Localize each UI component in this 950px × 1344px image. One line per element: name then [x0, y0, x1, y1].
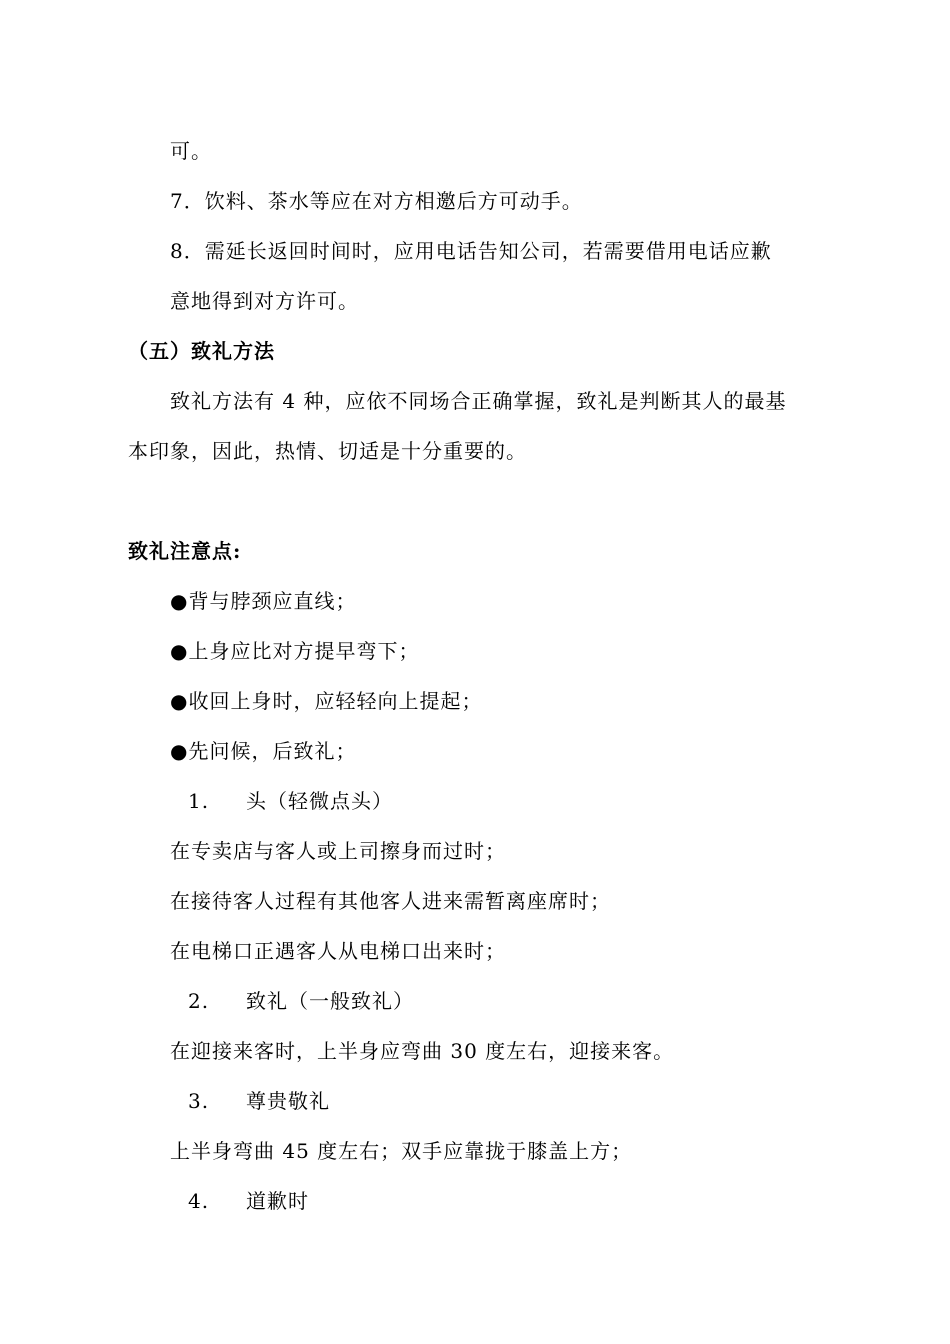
method-1-heading [188, 789, 393, 813]
method-2-heading [188, 989, 414, 1013]
method-1-number: 1. [188, 789, 210, 813]
method-4-number: 4. [188, 1189, 210, 1213]
method-4-heading [188, 1189, 309, 1213]
bullet-item: ●收回上身时，应轻轻向上提起； [170, 689, 483, 713]
intro-paragraph-line-1: 致礼方法有 4 种，应依不同场合正确掌握，致礼是判断其人的最基 [170, 389, 787, 413]
notes-heading: 致礼注意点: [128, 539, 242, 563]
method-1-line: 在电梯口正遇客人从电梯口出来时； [170, 939, 506, 963]
list-item-8-line-1: 8．需延长返回时间时，应用电话告知公司，若需要借用电话应歉 [170, 239, 772, 263]
method-2-number: 2. [188, 989, 210, 1013]
method-1-title: 头（轻微点头） [246, 789, 393, 813]
method-4-title: 道歉时 [246, 1189, 309, 1213]
method-1-line: 在接待客人过程有其他客人进来需暂离座席时； [170, 889, 611, 913]
method-3-number: 3. [188, 1089, 210, 1113]
intro-paragraph-line-2: 本印象，因此，热情、切适是十分重要的。 [128, 439, 527, 463]
method-3-heading [188, 1089, 330, 1113]
bullet-item: ●背与脖颈应直线； [170, 589, 357, 613]
method-3-title: 尊贵敬礼 [246, 1089, 330, 1113]
list-item-8-line-2: 意地得到对方许可。 [170, 289, 359, 313]
list-item-7: 7．饮料、茶水等应在对方相邀后方可动手。 [170, 189, 583, 213]
method-1-line: 在专卖店与客人或上司擦身而过时； [170, 839, 506, 863]
bullet-item: ●先问候，后致礼； [170, 739, 357, 763]
method-2-title: 致礼（一般致礼） [246, 989, 414, 1013]
method-3-line: 上半身弯曲 45 度左右；双手应靠拢于膝盖上方； [170, 1139, 633, 1163]
section-heading: （五）致礼方法 [128, 339, 275, 363]
method-2-line: 在迎接来客时，上半身应弯曲 30 度左右，迎接来客。 [170, 1039, 675, 1063]
bullet-item: ●上身应比对方提早弯下； [170, 639, 420, 663]
paragraph-continuation: 可。 [170, 139, 212, 163]
